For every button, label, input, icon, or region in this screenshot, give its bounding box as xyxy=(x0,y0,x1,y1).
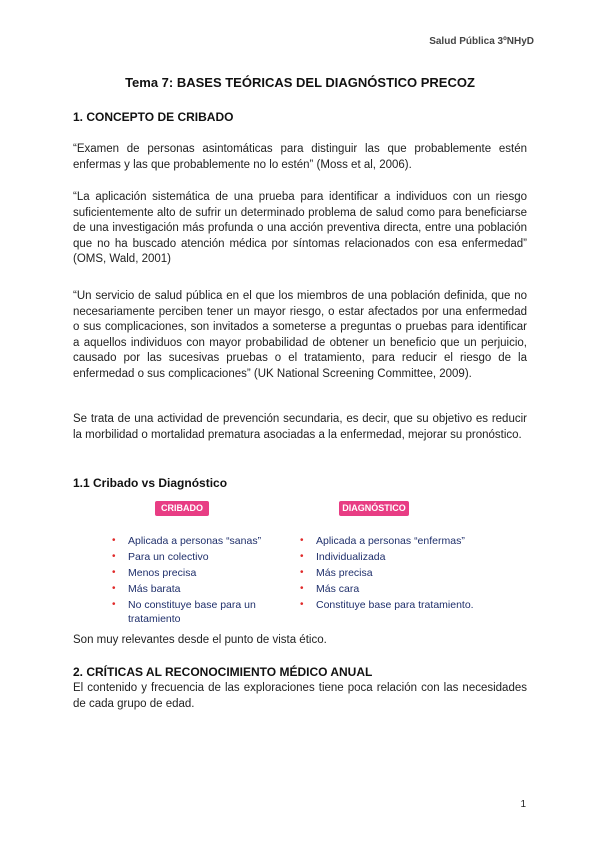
cribado-list xyxy=(112,534,282,628)
subsection-1-1-heading: 1.1 Cribado vs Diagnóstico xyxy=(73,476,228,490)
diagnostico-label-pill: DIAGNÓSTICO xyxy=(339,501,409,516)
bullet-icon: • xyxy=(300,535,304,546)
list-item: • No constituye base para un tratamiento xyxy=(112,599,256,625)
paragraph-definition-oms: “La aplicación sistemática de una prueba para identificar a individuos con un riesgo suficientemente alto de sufrir un determinado problema de salud como para beneficiarse de una investigación más profunda o una acción preventiva directa, entre una población que no ha buscado atención médica por síntomas relacionados con esa enfermedad” (OMS, Wald, 2001) xyxy=(73,191,527,265)
bullet-icon: • xyxy=(112,535,116,546)
paragraph-secondary-prevention: Se trata de una actividad de prevención secundaria, es decir, que su objetivo es reducir la morbilidad o mortalidad prematura asociadas a la enfermedad, mejorar su pronóstico. xyxy=(73,413,527,441)
section-1-heading: 1. CONCEPTO DE CRIBADO xyxy=(73,110,234,124)
document-title: Tema 7: BASES TEÓRICAS DEL DIAGNÓSTICO PRECOZ xyxy=(125,75,475,90)
bullet-icon: • xyxy=(112,599,116,610)
bullet-icon: • xyxy=(300,551,304,562)
bullet-icon: • xyxy=(300,599,304,610)
paragraph-annual-checkup: El contenido y frecuencia de las exploraciones tiene poca relación con las necesidades de cada grupo de edad. xyxy=(73,682,527,710)
bullet-icon: • xyxy=(112,567,116,578)
list-item: • Constituye base para tratamiento. xyxy=(300,599,474,611)
list-item: • Menos precisa xyxy=(112,567,197,579)
list-item: • Para un colectivo xyxy=(112,551,209,563)
page-number: 1 xyxy=(520,799,526,810)
diagnostico-list xyxy=(300,534,500,614)
cribado-label-pill: CRIBADO xyxy=(155,501,209,516)
bullet-icon: • xyxy=(300,583,304,594)
ethics-note: Son muy relevantes desde el punto de vista ético. xyxy=(73,634,327,646)
list-item: • Más precisa xyxy=(300,567,373,579)
list-item: • Aplicada a personas “sanas” xyxy=(112,535,262,547)
section-2-heading: 2. CRÍTICAS AL RECONOCIMIENTO MÉDICO ANUAL xyxy=(73,665,373,679)
list-item: • Individualizada xyxy=(300,551,386,563)
paragraph-definition-uknsc: “Un servicio de salud pública en el que los miembros de una población definida, que no necesariamente perciben tener un mayor riesgo, o estar afectados por una enfermedad o sus complicaciones, son invitados a someterse a preguntas o pruebas para identificar a aquellos individuos con mayor probabilidad de obtener un beneficio que un perjuicio, causado por las sucesivas pruebas o el tratamiento, para reducir el riesgo de la enfermedad o sus complicaciones” (UK National Screening Committee, 2009). xyxy=(73,290,527,380)
paragraph-definition-moss: “Examen de personas asintomáticas para distinguir las que probablemente estén enfermas y las que probablemente no lo estén” (Moss et al, 2006). xyxy=(73,143,527,171)
list-item: • Más cara xyxy=(300,583,360,595)
running-header: Salud Pública 3ºNHyD xyxy=(429,36,534,47)
list-item: • Aplicada a personas “enfermas” xyxy=(300,535,465,547)
list-item: • Más barata xyxy=(112,583,181,595)
bullet-icon: • xyxy=(300,567,304,578)
bullet-icon: • xyxy=(112,583,116,594)
bullet-icon: • xyxy=(112,551,116,562)
